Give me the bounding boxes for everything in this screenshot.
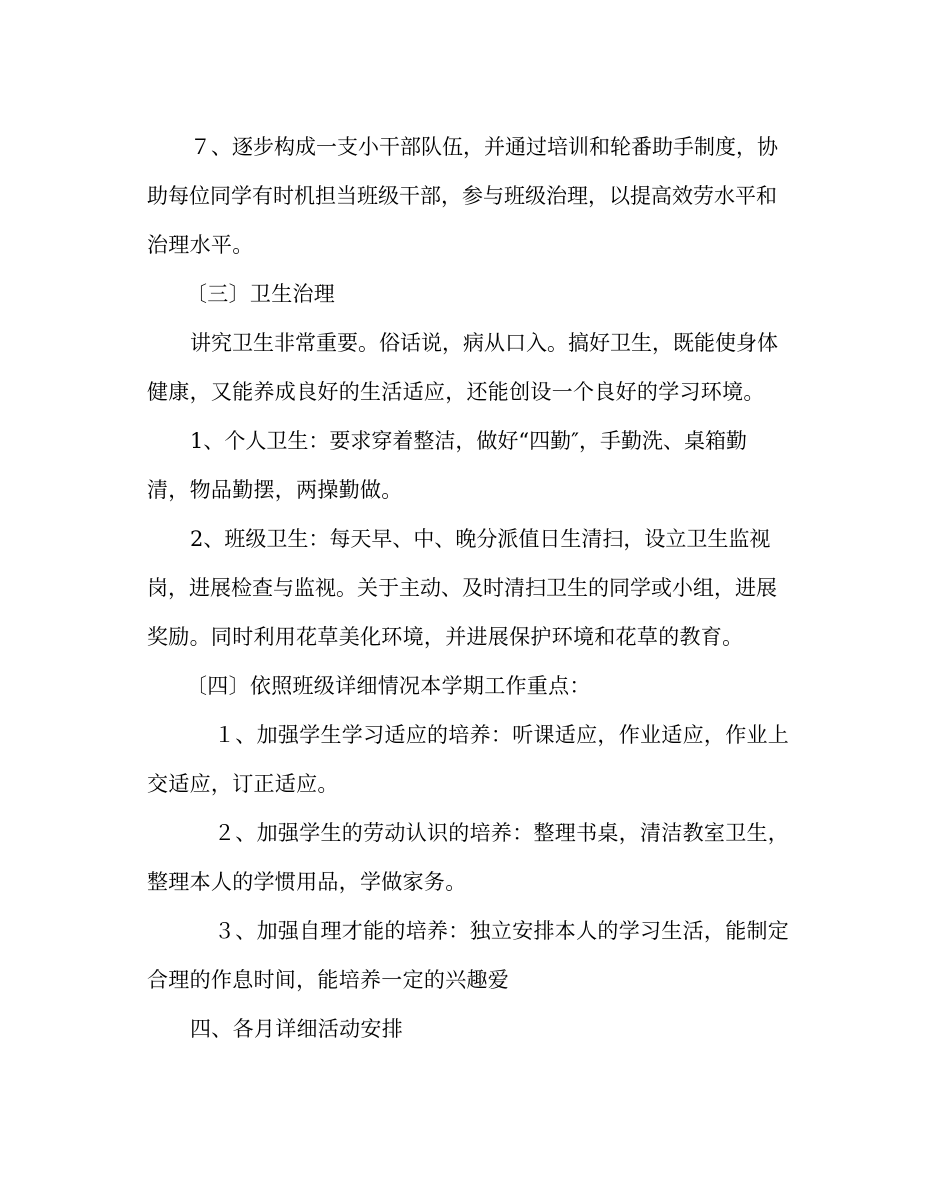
paragraph-line: 合理的作息时间，能培养一定的兴趣爱 [147, 968, 510, 992]
paragraph-line: １、加强学生学习适应的培养：听课适应，作业适应，作业上 [214, 723, 790, 747]
paragraph-line: ２、加强学生的劳动认识的培养：整理书桌，清洁教室卫生， [214, 821, 790, 845]
paragraph-line: 讲究卫生非常重要。俗话说，病从口入。搞好卫生，既能使身体 [190, 331, 778, 355]
paragraph-line: 交适应，订正适应。 [147, 772, 339, 796]
section-heading: 〔四〕依照班级详细情况本学期工作重点： [186, 674, 591, 698]
paragraph-line: 岗，进展检查与监视。关于主动、及时清扫卫生的同学或小组，进展 [147, 576, 777, 600]
paragraph-line: ７、逐步构成一支小干部队伍，并通过培训和轮番助手制度，协 [190, 135, 778, 159]
paragraph-line: 治理水平。 [147, 233, 254, 257]
paragraph-line: 助每位同学有时机担当班级干部，参与班级治理，以提高效劳水平和 [147, 184, 777, 208]
section-heading: 四、各月详细活动安排 [190, 1017, 403, 1041]
paragraph-line: 2、班级卫生：每天早、中、晚分派值日生清扫，设立卫生监视 [190, 527, 771, 551]
paragraph-line: 整理本人的学惯用品，学做家务。 [147, 870, 467, 894]
section-heading: 〔三〕卫生治理 [186, 282, 336, 306]
paragraph-line: 奖励。同时利用花草美化环境，并进展保护环境和花草的教育。 [147, 625, 744, 649]
paragraph-line: 健康，又能养成良好的生活适应，还能创设一个良好的学习环境。 [147, 380, 765, 404]
paragraph-line: 1、个人卫生：要求穿着整洁，做好“四勤″，手勤洗、桌箱勤 [190, 429, 747, 453]
paragraph-line: 清，物品勤摆，两操勤做。 [147, 478, 403, 502]
paragraph-line: ３、加强自理才能的培养：独立安排本人的学习生活，能制定 [214, 919, 790, 943]
